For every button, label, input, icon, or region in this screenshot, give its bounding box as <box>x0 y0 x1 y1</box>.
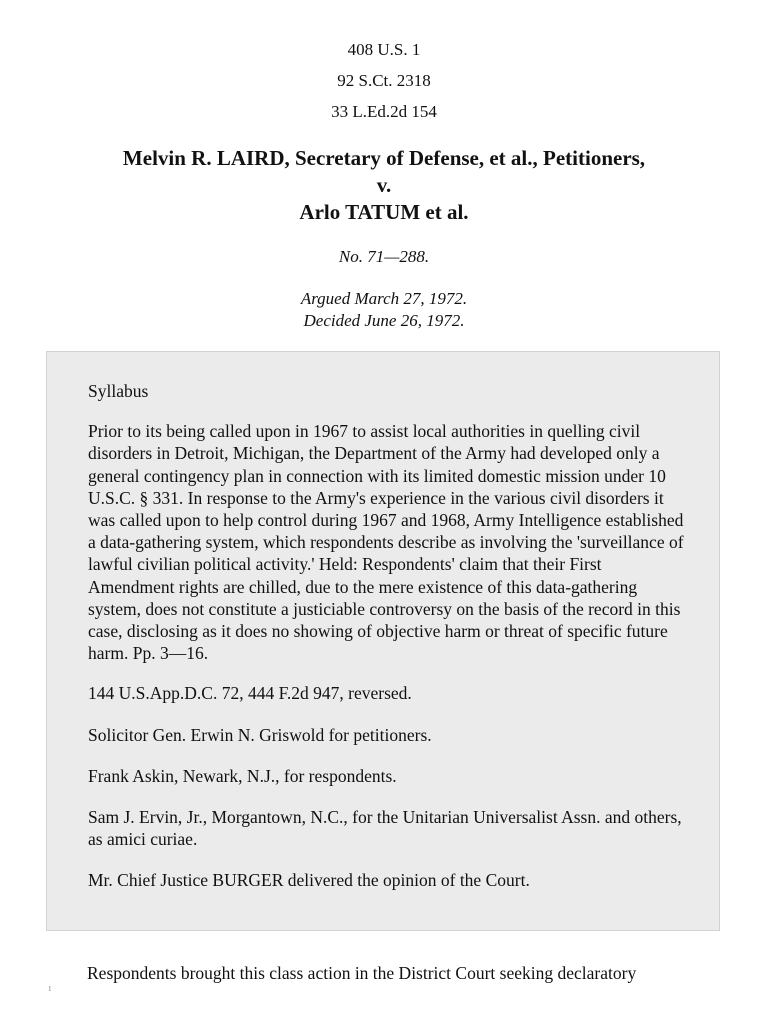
case-dates <box>0 288 768 332</box>
case-title <box>0 145 768 226</box>
opinion-author: Mr. Chief Justice BURGER delivered the opinion of the Court. <box>88 870 530 891</box>
citation-us-reports: 408 U.S. 1 <box>347 40 421 59</box>
lower-court-citation: 144 U.S.App.D.C. 72, 444 F.2d 947, reversed. <box>88 683 412 704</box>
counsel-petitioners: Solicitor Gen. Erwin N. Griswold for petitioners. <box>88 724 432 745</box>
syllabus-summary: Prior to its being called upon in 1967 to assist local authorities in quelling civil disorders in Detroit, Michigan, the Department of the Army had developed only a general contingency plan in connection with its limited domestic mission under 10 U.S.C. § 331. In response to the Army's experience in the various civil disorders it was called upon to help control during 1967 and 1968, Army Intelligence established a data-gathering system, which respondents describe as involving the 'surveillance of lawful civilian political activity.' Held: Respondents' claim that their First Amendment rights are chilled, due to the mere existence of this data-gathering system, does not constitute a justiciable controversy on the basis of the record in this case, disclosing as it does no showing of objective harm or threat of specific future harm. Pp. 3—16. <box>88 421 684 664</box>
reporter-citations <box>0 34 768 127</box>
amici-curiae: Sam J. Ervin, Jr., Morgantown, N.C., for the Unitarian Universalist Assn. and others, as amici curiae. <box>88 807 682 850</box>
citation-lawyers-edition: 33 L.Ed.2d 154 <box>331 102 437 121</box>
syllabus-content <box>88 380 688 911</box>
citation-supreme-court-reporter: 92 S.Ct. 2318 <box>337 71 431 90</box>
argued-date: Argued March 27, 1972. <box>300 289 468 308</box>
case-title-petitioners: Melvin R. LAIRD, Secretary of Defense, et al., Petitioners, <box>122 146 646 170</box>
decided-date: Decided June 26, 1972. <box>303 311 465 330</box>
case-title-respondents: Arlo TATUM et al. <box>299 200 469 224</box>
syllabus-box <box>46 351 720 931</box>
opinion-first-line: Respondents brought this class action in the District Court seeking declaratory <box>87 963 637 983</box>
case-title-versus: v. <box>376 173 392 197</box>
footnote-marker[interactable]: 1 <box>48 985 52 993</box>
counsel-respondents: Frank Askin, Newark, N.J., for respondents. <box>88 765 397 786</box>
syllabus-heading: Syllabus <box>88 381 149 401</box>
docket-number: No. 71—288. <box>338 247 430 266</box>
